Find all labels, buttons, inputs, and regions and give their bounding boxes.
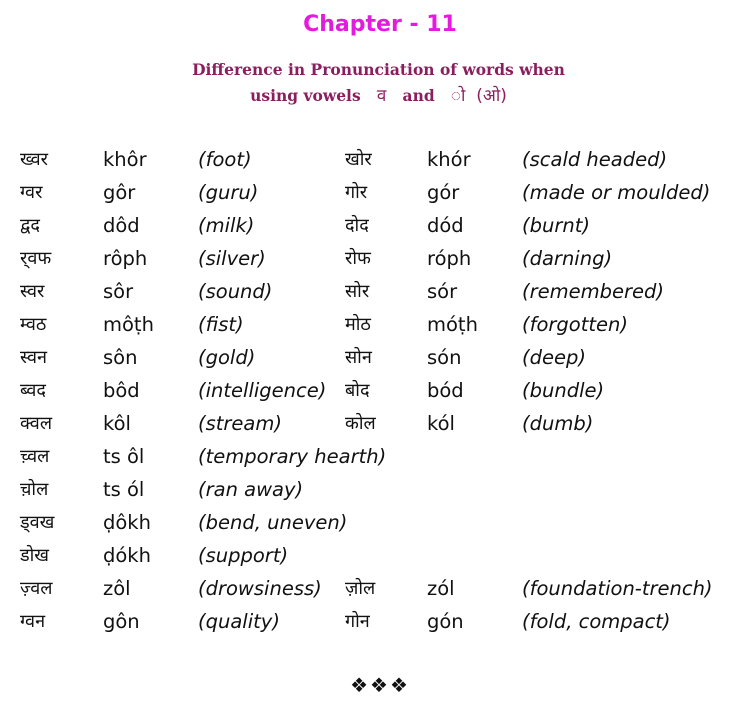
meaning-b: (fold, compact) (522, 610, 671, 633)
word-row (0, 506, 737, 539)
word-table (0, 143, 737, 638)
word-a: ख्वर (20, 149, 48, 170)
meaning-b: (deep) (522, 346, 586, 369)
meaning-b: (darning) (522, 247, 613, 270)
word-a: ग्वन (20, 611, 46, 632)
word-row (0, 440, 737, 473)
word-row (0, 143, 737, 176)
translit-b: kól (427, 412, 455, 435)
meaning-a: (sound) (198, 280, 273, 303)
translit-b: són (427, 346, 462, 369)
ornament-divider: ❖❖❖ (350, 673, 410, 697)
vowel-wa: व (376, 86, 387, 106)
translit-a: ts ôl (103, 445, 145, 468)
meaning-b: (made or moulded) (522, 181, 711, 204)
meaning-a: (bend, uneven) (198, 511, 348, 534)
translit-a: khôr (103, 148, 147, 171)
meaning-a: (stream) (198, 412, 282, 435)
translit-b: khór (427, 148, 471, 171)
word-row (0, 341, 737, 374)
word-a: च़्वल (20, 446, 50, 467)
word-a: क्वल (20, 413, 53, 434)
word-b: दोद (345, 215, 369, 236)
subtitle-line-1: Difference in Pronunciation of words when (192, 60, 565, 79)
translit-b: bód (427, 379, 464, 402)
word-a: ड्वख (20, 512, 55, 533)
meaning-a: (fist) (198, 313, 244, 336)
translit-a: sôr (103, 280, 134, 303)
word-a: स्वन (20, 347, 47, 368)
translit-a: gôn (103, 610, 140, 633)
translit-a: gôr (103, 181, 136, 204)
meaning-b: (foundation-trench) (522, 577, 713, 600)
translit-b: gón (427, 610, 464, 633)
subtitle-line-2 (0, 83, 737, 106)
word-a: र्‌वफ (20, 248, 52, 269)
word-b: कोल (345, 413, 376, 434)
word-row (0, 209, 737, 242)
translit-b: móṭh (427, 313, 478, 336)
translit-b: gór (427, 181, 460, 204)
meaning-a: (support) (198, 544, 289, 567)
vowel-o-letter: (ओ) (476, 86, 507, 106)
meaning-a: (quality) (198, 610, 280, 633)
translit-a: zôl (103, 577, 131, 600)
word-b: गोर (345, 182, 368, 203)
translit-a: ḍôkh (103, 511, 151, 534)
word-row (0, 176, 737, 209)
word-a: द्वद (20, 215, 40, 236)
meaning-a: (intelligence) (198, 379, 327, 402)
meaning-a: (guru) (198, 181, 259, 204)
word-b: रोफ (345, 248, 371, 269)
vowel-o-sign: ो (450, 86, 466, 106)
meaning-a: (ran away) (198, 478, 304, 501)
translit-a: dôd (103, 214, 140, 237)
translit-a: môṭh (103, 313, 154, 336)
meaning-b: (scald headed) (522, 148, 668, 171)
translit-a: rôph (103, 247, 148, 270)
word-row (0, 407, 737, 440)
translit-a: bôd (103, 379, 140, 402)
word-row (0, 473, 737, 506)
word-row (0, 539, 737, 572)
translit-b: sór (427, 280, 458, 303)
translit-a: kôl (103, 412, 131, 435)
meaning-a: (gold) (198, 346, 256, 369)
word-b: सोर (345, 281, 370, 302)
translit-b: zól (427, 577, 455, 600)
subtitle-and: and (402, 86, 435, 105)
meaning-b: (forgotten) (522, 313, 628, 336)
translit-a: ḍókh (103, 544, 151, 567)
meaning-a: (milk) (198, 214, 255, 237)
word-b: ज़ोल (345, 578, 376, 599)
meaning-b: (dumb) (522, 412, 594, 435)
word-b: खोर (345, 149, 372, 170)
meaning-a: (temporary hearth) (198, 445, 387, 468)
translit-a: sôn (103, 346, 138, 369)
meaning-a: (silver) (198, 247, 266, 270)
word-row (0, 605, 737, 638)
word-row (0, 242, 737, 275)
word-a: ब्वद (20, 380, 46, 401)
meaning-a: (foot) (198, 148, 252, 171)
meaning-a: (drowsiness) (198, 577, 322, 600)
translit-a: ts ól (103, 478, 145, 501)
word-a: म्वठ (20, 314, 47, 335)
translit-b: dód (427, 214, 464, 237)
chapter-title: Chapter - 11 (303, 12, 457, 37)
translit-b: róph (427, 247, 472, 270)
word-a: च़ोल (20, 479, 49, 500)
word-b: बोद (345, 380, 370, 401)
word-row (0, 374, 737, 407)
word-a: ज़्वल (20, 578, 53, 599)
word-a: ग्वर (20, 182, 43, 203)
meaning-b: (remembered) (522, 280, 664, 303)
meaning-b: (bundle) (522, 379, 605, 402)
word-row (0, 572, 737, 605)
word-b: मोठ (345, 314, 371, 335)
word-b: सोन (345, 347, 372, 368)
word-row (0, 275, 737, 308)
word-row (0, 308, 737, 341)
word-a: स्वर (20, 281, 45, 302)
word-b: गोन (345, 611, 370, 632)
meaning-b: (burnt) (522, 214, 590, 237)
subtitle-prefix: using vowels (250, 86, 361, 105)
word-a: डोख (20, 545, 50, 566)
